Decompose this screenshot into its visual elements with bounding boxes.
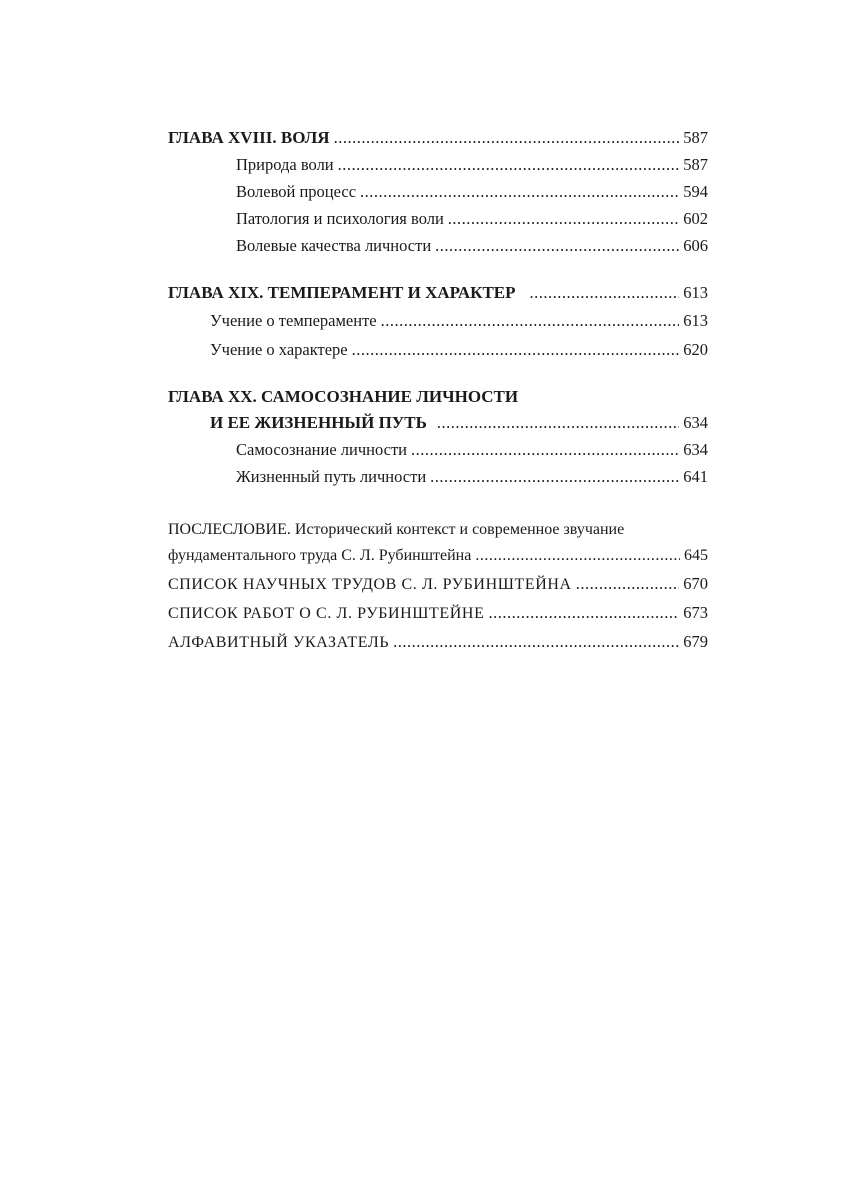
leader-dots <box>381 306 680 335</box>
page-number: 602 <box>683 209 708 228</box>
back-matter-title: СПИСОК НАУЧНЫХ ТРУДОВ С. Л. РУБИНШТЕЙНА <box>168 576 572 593</box>
chapter-18-entry[interactable] <box>168 124 708 151</box>
section-title: Учение о характере <box>210 340 348 359</box>
leader-dots <box>360 178 679 205</box>
toc-item-ch18-4[interactable] <box>168 232 708 259</box>
spacer <box>168 259 708 279</box>
page-number: 613 <box>683 311 708 330</box>
leader-dots <box>437 409 679 436</box>
page-number: 587 <box>683 128 708 147</box>
toc-item-ch19-2[interactable] <box>168 335 708 364</box>
back-matter-title: АЛФАВИТНЫЙ УКАЗАТЕЛЬ <box>168 634 390 651</box>
section-title: Патология и психология воли <box>236 209 444 228</box>
page-number: 679 <box>683 632 708 651</box>
chapter-title: ГЛАВА XIX. ТЕМПЕРАМЕНТ И ХАРАКТЕР <box>168 283 516 302</box>
page-number: 641 <box>683 467 708 486</box>
leader-dots <box>393 627 679 656</box>
section-title: Жизненный путь личности <box>236 467 427 486</box>
toc-item-ch20-2[interactable] <box>168 463 708 490</box>
chapter-title: И ЕЕ ЖИЗНЕННЫЙ ПУТЬ <box>210 413 427 432</box>
back-matter-title: СПИСОК РАБОТ О С. Л. РУБИНШТЕЙНЕ <box>168 605 485 622</box>
chapter-19-entry[interactable] <box>168 279 708 306</box>
toc-item-ch18-1[interactable] <box>168 151 708 178</box>
spacer <box>168 364 708 384</box>
section-title: Самосознание личности <box>236 440 408 459</box>
leader-dots <box>338 151 680 178</box>
afterword-entry[interactable] <box>168 542 708 569</box>
page-number: 587 <box>683 155 708 174</box>
afterword-line1: ПОСЛЕСЛОВИЕ. Исторический контекст и современное звучание <box>168 521 625 538</box>
section-title: Волевой процесс <box>236 182 357 201</box>
back-matter-item-3[interactable] <box>168 627 708 656</box>
leader-dots <box>430 463 679 490</box>
leader-dots <box>576 569 680 598</box>
toc-item-ch18-2[interactable] <box>168 178 708 205</box>
page-number: 594 <box>683 182 708 201</box>
section-title: Волевые качества личности <box>236 236 432 255</box>
chapter-20-entry[interactable] <box>168 409 708 436</box>
page-number: 673 <box>683 603 708 622</box>
leader-dots <box>334 124 680 151</box>
leader-dots <box>530 279 680 306</box>
leader-dots <box>411 436 679 463</box>
page-number: 606 <box>683 236 708 255</box>
chapter-20-title-line1: ГЛАВА XX. САМОСОЗНАНИЕ ЛИЧНОСТИ <box>168 387 519 406</box>
page-number: 613 <box>683 283 708 302</box>
leader-dots <box>448 205 679 232</box>
afterword-title: фундаментального труда С. Л. Рубинштейна <box>168 547 472 564</box>
back-matter-item-1[interactable] <box>168 569 708 598</box>
toc-item-ch19-1[interactable] <box>168 306 708 335</box>
page-number: 645 <box>684 547 708 564</box>
table-of-contents <box>168 124 708 656</box>
leader-dots <box>475 542 680 569</box>
toc-item-ch18-3[interactable] <box>168 205 708 232</box>
section-title: Учение о темпераменте <box>210 311 377 330</box>
page-number: 620 <box>683 340 708 359</box>
page-number: 634 <box>683 413 708 432</box>
chapter-title: ГЛАВА XVIII. ВОЛЯ <box>168 128 330 147</box>
section-title: Природа воли <box>236 155 334 174</box>
back-matter-item-2[interactable] <box>168 598 708 627</box>
spacer <box>168 490 708 518</box>
leader-dots <box>435 232 679 259</box>
toc-item-ch20-1[interactable] <box>168 436 708 463</box>
page-number: 634 <box>683 440 708 459</box>
leader-dots <box>488 598 679 627</box>
leader-dots <box>352 335 680 364</box>
page-number: 670 <box>683 574 708 593</box>
